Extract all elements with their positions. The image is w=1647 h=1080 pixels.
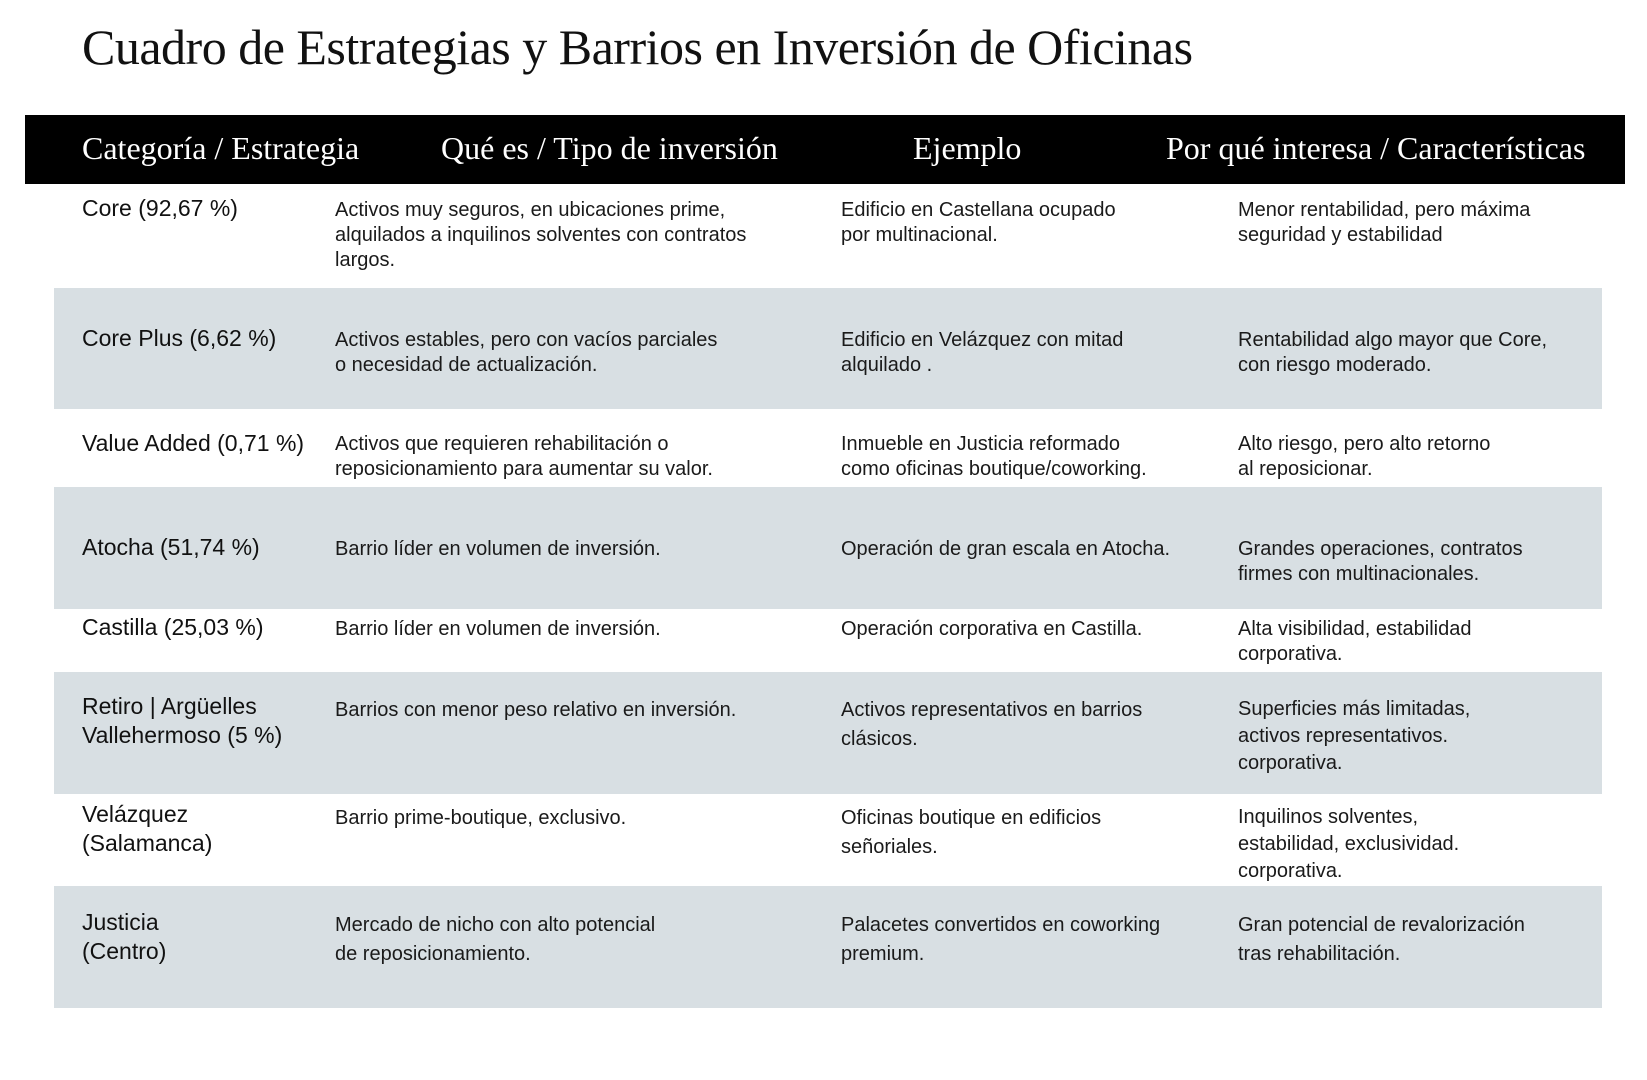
what-cell: Mercado de nicho con alto potencial de reposicionamiento. bbox=[335, 914, 656, 965]
category-cell: Atocha (51,74 %) bbox=[82, 534, 260, 560]
what-cell: Activos que requieren rehabilitación o reposicionamiento para aumentar su valor. bbox=[335, 433, 713, 480]
example-cell: Inmueble en Justicia reformado como oficinas boutique/coworking. bbox=[841, 433, 1147, 480]
category-cell: Castilla (25,03 %) bbox=[82, 614, 264, 640]
table-row bbox=[54, 487, 1602, 609]
example-cell: Edificio en Velázquez con mitad alquilado . bbox=[841, 329, 1124, 376]
why-cell: Rentabilidad algo mayor que Core, con riesgo moderado. bbox=[1238, 329, 1548, 376]
category-cell: Core Plus (6,62 %) bbox=[82, 325, 277, 351]
what-cell: Activos muy seguros, en ubicaciones prime, alquilados a inquilinos solventes con contratos largos. bbox=[335, 199, 747, 271]
why-cell: Inquilinos solventes, estabilidad, exclusividad. corporativa. bbox=[1238, 806, 1460, 882]
table-row bbox=[54, 609, 1602, 672]
category-cell: Core (92,67 %) bbox=[82, 195, 238, 221]
table-row bbox=[54, 672, 1602, 794]
category-cell: Justicia (Centro) bbox=[82, 909, 167, 964]
what-cell: Activos estables, pero con vacíos parciales o necesidad de actualización. bbox=[335, 329, 718, 376]
category-cell: Value Added (0,71 %) bbox=[82, 430, 305, 456]
table-row bbox=[54, 794, 1602, 886]
why-cell: Superficies más limitadas, activos representativos. corporativa. bbox=[1238, 698, 1471, 774]
example-cell: Oficinas boutique en edificios señoriales. bbox=[841, 807, 1102, 858]
why-cell: Alta visibilidad, estabilidad corporativa. bbox=[1238, 618, 1472, 665]
table-row bbox=[54, 409, 1602, 487]
column-header-category: Categoría / Estrategia bbox=[82, 130, 360, 166]
table-row bbox=[54, 288, 1602, 409]
what-cell: Barrio líder en volumen de inversión. bbox=[335, 538, 661, 560]
what-cell: Barrio líder en volumen de inversión. bbox=[335, 618, 661, 640]
example-cell: Palacetes convertidos en coworking premium. bbox=[841, 914, 1161, 965]
table-row bbox=[54, 184, 1602, 288]
why-cell: Menor rentabilidad, pero máxima seguridad y estabilidad bbox=[1238, 199, 1531, 246]
category-cell: Velázquez (Salamanca) bbox=[82, 801, 213, 856]
example-cell: Edificio en Castellana ocupado por multinacional. bbox=[841, 199, 1116, 246]
page-title: Cuadro de Estrategias y Barrios en Inversión de Oficinas bbox=[82, 19, 1193, 75]
column-header-example: Ejemplo bbox=[913, 130, 1022, 166]
table-header bbox=[25, 115, 1625, 184]
why-cell: Grandes operaciones, contratos firmes con multinacionales. bbox=[1238, 538, 1523, 585]
example-cell: Operación de gran escala en Atocha. bbox=[841, 538, 1171, 560]
why-cell: Gran potencial de revalorización tras rehabilitación. bbox=[1238, 914, 1525, 965]
category-cell: Retiro | Argüelles Vallehermoso (5 %) bbox=[82, 693, 283, 748]
what-cell: Barrios con menor peso relativo en inversión. bbox=[335, 699, 737, 721]
column-header-why: Por qué interesa / Características bbox=[1166, 130, 1586, 166]
why-cell: Alto riesgo, pero alto retorno al reposicionar. bbox=[1238, 433, 1491, 480]
column-header-what: Qué es / Tipo de inversión bbox=[441, 130, 778, 166]
table-row bbox=[54, 886, 1602, 1008]
example-cell: Operación corporativa en Castilla. bbox=[841, 618, 1143, 640]
what-cell: Barrio prime-boutique, exclusivo. bbox=[335, 807, 627, 829]
example-cell: Activos representativos en barrios clásicos. bbox=[841, 699, 1143, 750]
